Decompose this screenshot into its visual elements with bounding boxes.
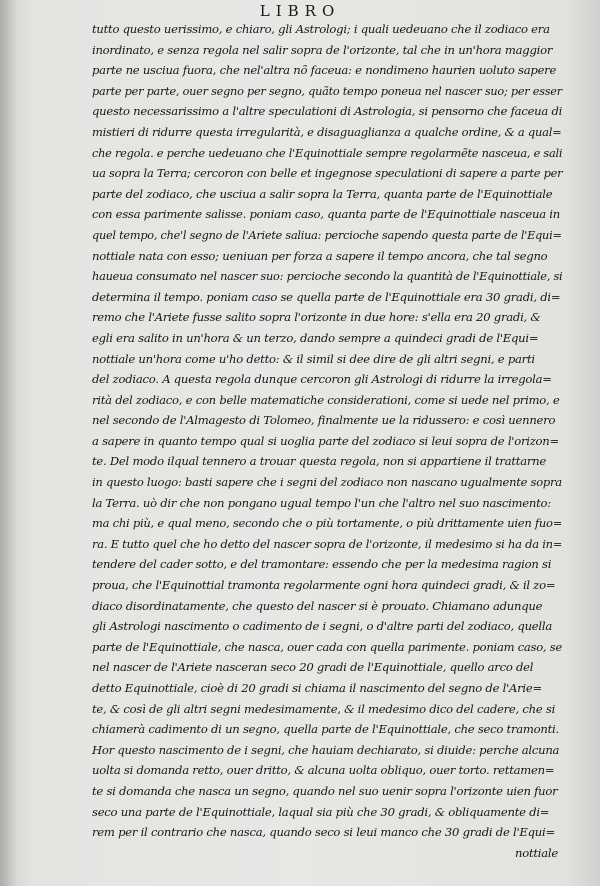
text-line: haueua consumato nel nascer suo: percioche secondo la quantità de l'Equinottiale, si xyxy=(92,269,563,284)
text-line: la Terra. uò dir che non pongano ugual tempo l'un che l'altro nel suo nascimento: xyxy=(92,495,551,510)
text-line: tendere del cader sotto, e del tramontare: essendo che per la medesima ragion si xyxy=(92,557,552,572)
text-line: seco una parte de l'Equinottiale, laqual sia più che 30 gradi, & obliquamente di= xyxy=(92,804,550,819)
text-line: nel secondo de l'Almagesto di Tolomeo, finalmente ue la ridussero: e così uennero xyxy=(92,413,556,428)
text-line: con essa parimente salisse. poniam caso, quanta parte de l'Equinottiale nasceua in xyxy=(92,207,560,222)
text-line: diaco disordinatamente, che questo del nascer si è prouato. Chiamano adunque xyxy=(92,598,543,613)
text-line: ma chi più, e qual meno, secondo che o più tortamente, o più drittamente uien fuo= xyxy=(92,516,563,531)
text-line: te. Del modo ilqual tennero a trouar questa regola, non si appartiene il trattarne xyxy=(92,454,546,469)
text-line: quel tempo, che'l segno de l'Ariete saliua: percioche sapendo questa parte de l'Equi= xyxy=(92,227,562,242)
text-line: gli Astrologi nascimento o cadimento de i segni, o d'altre parti del zodiaco, quella xyxy=(92,619,552,634)
spine-shadow xyxy=(0,0,18,886)
text-line: ua sopra la Terra; cercoron con belle et ingegnose speculationi di sapere a parte per xyxy=(92,166,563,181)
body-text xyxy=(92,19,562,863)
text-line: a sapere in quanto tempo qual si uoglia parte del zodiaco si leui sopra de l'orizon= xyxy=(92,433,559,448)
text-line: Hor questo nascimento de i segni, che hauiam dechiarato, si diuide: perche alcuna xyxy=(92,742,560,757)
text-line: ra. E tutto quel che ho detto del nascer sopra de l'orizonte, il medesimo si ha da in= xyxy=(92,536,563,551)
text-line: che regola. e perche uedeuano che l'Equinottiale sempre regolarmẽte nasceua, e sali xyxy=(92,145,563,160)
text-line: uolta si domanda retto, ouer dritto, & alcuna uolta obliquo, ouer torto. rettamen= xyxy=(92,763,555,778)
text-line: nel nascer de l'Ariete nasceran seco 20 gradi de l'Equinottiale, quello arco del xyxy=(92,660,534,675)
text-line: determina il tempo. poniam caso se quella parte de l'Equinottiale era 30 gradi, di= xyxy=(92,289,561,304)
text-line: nottiale un'hora come u'ho detto: & il simil si dee dire de gli altri segni, e parti xyxy=(92,351,535,366)
running-head: LIBRO xyxy=(259,2,341,20)
text-line: parte ne usciua fuora, che nel'altra nõ faceua: e nondimeno haurien uoluto sapere xyxy=(92,63,557,78)
text-line: del zodiaco. A questa regola dunque cercoron gli Astrologi di ridurre la irregola= xyxy=(92,372,552,387)
text-line: te, & così de gli altri segni medesimamente, & il medesimo dico del cadere, che si xyxy=(92,701,556,716)
text-line: in questo luogo: basti sapere che i segni del zodiaco non nascano ugualmente sopra xyxy=(92,475,562,490)
text-line: nottiale nata con esso; ueniuan per forza a sapere il tempo ancora, che tal segno xyxy=(92,248,548,263)
text-line: tutto questo uerissimo, e chiaro, gli Astrologi; i quali uedeuano che il zodiaco era xyxy=(92,22,550,36)
text-line: questo necessarissimo a l'altre speculationi di Astrologia, si pensorno che faceua di xyxy=(92,104,563,119)
text-line: rem per il contrario che nasca, quando seco si leui manco che 30 gradi de l'Equi= xyxy=(92,825,555,840)
text-line: chiamerà cadimento di un segno, quella parte de l'Equinottiale, che seco tramonti. xyxy=(92,722,559,737)
text-line: remo che l'Ariete fusse salito sopra l'orizonte in due hore: s'ella era 20 gradi, & xyxy=(92,310,541,325)
text-line: mistieri di ridurre questa irregularità, e disaguaglianza a qualche ordine, & a qual= xyxy=(92,124,562,139)
text-line: detto Equinottiale, cioè di 20 gradi si chiama il nascimento del segno de l'Arie= xyxy=(92,681,542,695)
text-line: egli era salito in un'hora & un terzo, dando sempre a quindeci gradi de l'Equi= xyxy=(92,330,539,345)
text-line: parte per parte, ouer segno per segno, quãto tempo poneua nel nascer suo; per esser xyxy=(92,83,562,98)
text-line: proua, che l'Equinottial tramonta regolarmente ogni hora quindeci gradi, & il zo= xyxy=(92,578,556,593)
text-line: parte del zodiaco, che usciua a salir sopra la Terra, quanta parte de l'Equinottiale xyxy=(92,186,553,201)
text-line: inordinato, e senza regola nel salir sopra de l'orizonte, tal che in un'hora maggior xyxy=(92,42,553,57)
text-line: parte de l'Equinottiale, che nasca, ouer cada con quella parimente. poniam caso, se xyxy=(92,639,563,654)
text-line: te si domanda che nasca un segno, quando nel suo uenir sopra l'orizonte uien fuor xyxy=(92,783,558,798)
text-line: rità del zodiaco, e con belle matematiche considerationi, come si uede nel primo, e xyxy=(92,392,560,407)
catchword: nottiale xyxy=(515,845,558,860)
